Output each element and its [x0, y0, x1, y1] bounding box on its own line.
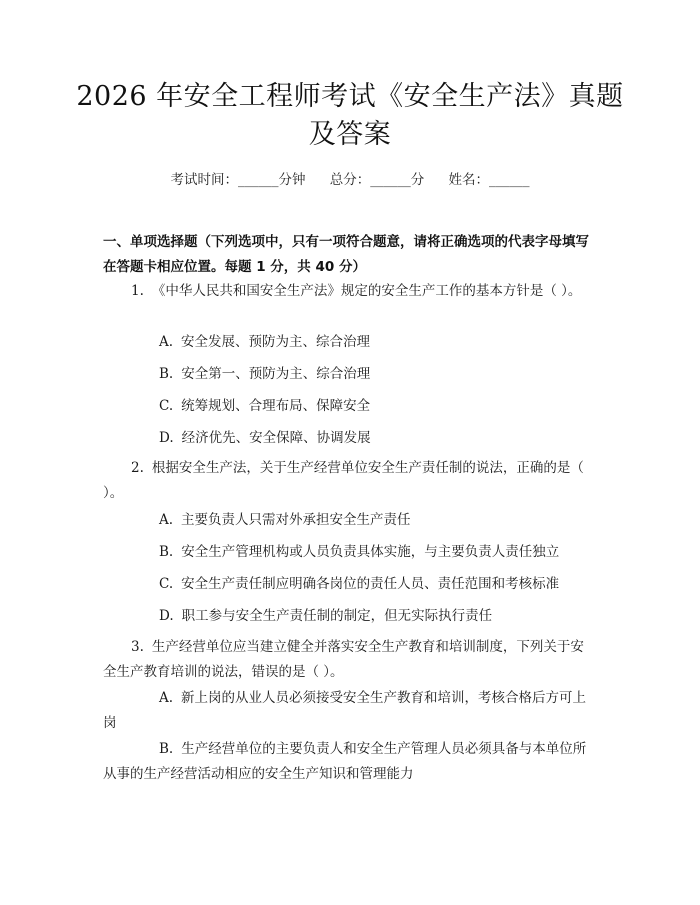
option-1a	[103, 330, 597, 355]
option-3b	[103, 737, 597, 787]
option-letter: A.	[159, 512, 174, 528]
option-letter: A.	[159, 690, 174, 706]
option-3a	[103, 686, 597, 736]
option-text: 经济优先、安全保障、协调发展	[181, 430, 371, 446]
question-number: 2.	[131, 460, 144, 476]
option-2a	[103, 508, 597, 533]
question-2	[103, 456, 597, 506]
name-field: 姓名：______	[448, 172, 530, 188]
option-text: 统筹规划、合理布局、保障安全	[181, 398, 371, 414]
question-3	[103, 635, 597, 685]
option-text: 安全发展、预防为主、综合治理	[181, 334, 371, 350]
option-text: 生产经营单位的主要负责人和安全生产管理人员必须具备与本单位所从事的生产经营活动相应的安全生产知识和管理能力	[103, 741, 587, 782]
option-1b	[103, 362, 597, 387]
exam-time-field: 考试时间：______分钟	[170, 172, 306, 188]
option-letter: B.	[159, 366, 174, 382]
option-2b	[103, 540, 597, 565]
question-text: 生产经营单位应当建立健全并落实安全生产教育和培训制度，下列关于安全生产教育培训的说法，错误的是（ ）。	[103, 639, 584, 680]
option-text: 安全生产责任制应明确各岗位的责任人员、责任范围和考核标准	[181, 576, 560, 592]
section-heading: 一、单项选择题（下列选项中，只有一项符合题意，请将正确选项的代表字母填写在答题卡相应位置。每题 1 分，共 40 分）	[103, 234, 589, 275]
option-text: 新上岗的从业人员必须接受安全生产教育和培训，考核合格后方可上岗	[103, 690, 587, 731]
option-2d	[103, 604, 597, 629]
option-letter: B.	[159, 544, 174, 560]
question-number: 1.	[131, 283, 144, 299]
option-letter: C.	[159, 398, 174, 414]
option-letter: D.	[159, 430, 174, 446]
option-letter: D.	[159, 608, 174, 624]
option-1c	[103, 394, 597, 419]
option-2c	[103, 572, 597, 597]
question-1	[103, 279, 597, 304]
option-text: 安全第一、预防为主、综合治理	[181, 366, 371, 382]
option-1d	[103, 426, 597, 451]
option-text: 职工参与安全生产责任制的制定，但无实际执行责任	[181, 608, 493, 624]
question-number: 3.	[131, 639, 144, 655]
option-letter: B.	[159, 741, 174, 757]
exam-meta	[0, 170, 700, 190]
option-text: 安全生产管理机构或人员负责具体实施，与主要负责人责任独立	[181, 544, 560, 560]
question-text: 《中华人民共和国安全生产法》规定的安全生产工作的基本方针是（ ）。	[151, 283, 582, 299]
option-letter: C.	[159, 576, 174, 592]
title-line-2: 及答案	[308, 119, 392, 150]
title-line-1: 2026 年安全工程师考试《安全生产法》真题	[76, 81, 624, 112]
option-text: 主要负责人只需对外承担安全生产责任	[181, 512, 411, 528]
question-text: 根据安全生产法，关于生产经营单位安全生产责任制的说法，正确的是（ ）。	[103, 460, 584, 501]
total-score-field: 总分：______分	[329, 172, 425, 188]
option-letter: A.	[159, 334, 174, 350]
page-title	[60, 78, 640, 154]
